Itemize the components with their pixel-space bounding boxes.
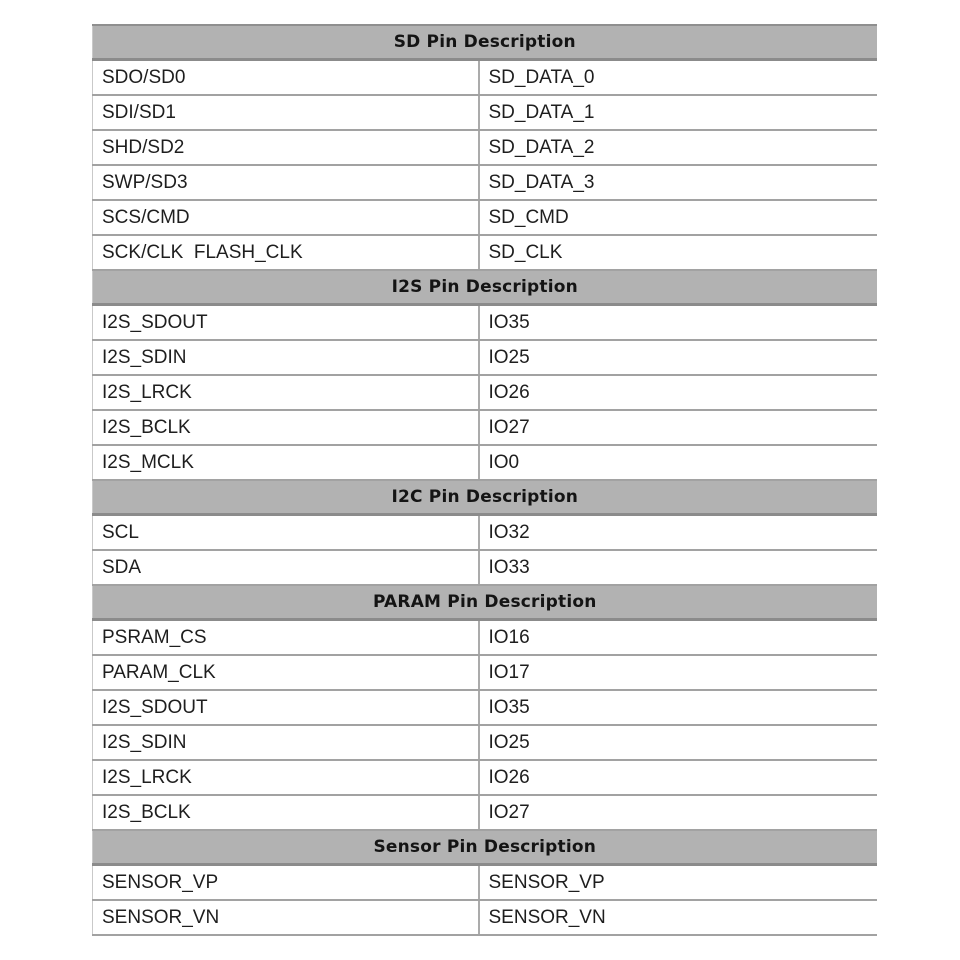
table-row: [93, 305, 877, 341]
pin-mapping-cell: SD_CMD: [479, 200, 877, 235]
pin-mapping-cell: IO16: [479, 620, 877, 656]
table-row: [93, 690, 877, 725]
pin-name-cell: SENSOR_VP: [93, 865, 479, 901]
section-header-row: [93, 830, 877, 865]
pin-mapping-cell: SENSOR_VP: [479, 865, 877, 901]
table-row: [93, 200, 877, 235]
pin-name-cell: PSRAM_CS: [93, 620, 479, 656]
table-row: [93, 60, 877, 96]
pin-mapping-cell: IO25: [479, 725, 877, 760]
section-header-row: [93, 25, 877, 60]
pin-name-cell: SCS/CMD: [93, 200, 479, 235]
table-row: [93, 865, 877, 901]
pin-name-cell: I2S_SDIN: [93, 725, 479, 760]
pin-name-cell: SCK/CLK FLASH_CLK: [93, 235, 479, 270]
pin-name-cell: I2S_LRCK: [93, 760, 479, 795]
pin-mapping-cell: IO27: [479, 410, 877, 445]
pin-name-cell: I2S_BCLK: [93, 410, 479, 445]
pin-description-table-container: [92, 24, 876, 936]
table-row: [93, 165, 877, 200]
table-row: [93, 725, 877, 760]
pin-name-cell: I2S_BCLK: [93, 795, 479, 830]
pin-mapping-cell: IO35: [479, 690, 877, 725]
table-row: [93, 375, 877, 410]
table-row: [93, 445, 877, 480]
pin-mapping-cell: IO32: [479, 515, 877, 551]
pin-mapping-cell: SD_CLK: [479, 235, 877, 270]
pin-mapping-cell: IO27: [479, 795, 877, 830]
pin-mapping-cell: SENSOR_VN: [479, 900, 877, 935]
section-title: SD Pin Description: [93, 25, 877, 60]
pin-mapping-cell: SD_DATA_2: [479, 130, 877, 165]
pin-mapping-cell: IO35: [479, 305, 877, 341]
pin-mapping-cell: SD_DATA_1: [479, 95, 877, 130]
pin-name-cell: SCL: [93, 515, 479, 551]
pin-name-cell: I2S_SDOUT: [93, 690, 479, 725]
pin-mapping-cell: IO17: [479, 655, 877, 690]
table-row: [93, 235, 877, 270]
table-row: [93, 900, 877, 935]
table-row: [93, 795, 877, 830]
pin-name-cell: I2S_MCLK: [93, 445, 479, 480]
pin-name-cell: SDA: [93, 550, 479, 585]
table-row: [93, 340, 877, 375]
section-header-row: [93, 480, 877, 515]
pin-name-cell: SHD/SD2: [93, 130, 479, 165]
pin-table-body: [93, 25, 877, 935]
table-row: [93, 655, 877, 690]
pin-mapping-cell: IO26: [479, 375, 877, 410]
table-row: [93, 130, 877, 165]
pin-name-cell: PARAM_CLK: [93, 655, 479, 690]
section-title: Sensor Pin Description: [93, 830, 877, 865]
pin-name-cell: SDO/SD0: [93, 60, 479, 96]
pin-name-cell: SDI/SD1: [93, 95, 479, 130]
pin-name-cell: SWP/SD3: [93, 165, 479, 200]
pin-mapping-cell: IO26: [479, 760, 877, 795]
pin-name-cell: SENSOR_VN: [93, 900, 479, 935]
section-header-row: [93, 585, 877, 620]
pin-name-cell: I2S_SDIN: [93, 340, 479, 375]
table-row: [93, 760, 877, 795]
table-row: [93, 515, 877, 551]
section-title: PARAM Pin Description: [93, 585, 877, 620]
pin-description-table: [92, 24, 877, 936]
pin-mapping-cell: IO0: [479, 445, 877, 480]
table-row: [93, 620, 877, 656]
pin-mapping-cell: IO25: [479, 340, 877, 375]
section-header-row: [93, 270, 877, 305]
pin-mapping-cell: IO33: [479, 550, 877, 585]
section-title: I2C Pin Description: [93, 480, 877, 515]
pin-name-cell: I2S_SDOUT: [93, 305, 479, 341]
table-row: [93, 95, 877, 130]
pin-mapping-cell: SD_DATA_3: [479, 165, 877, 200]
table-row: [93, 410, 877, 445]
pin-name-cell: I2S_LRCK: [93, 375, 479, 410]
section-title: I2S Pin Description: [93, 270, 877, 305]
table-row: [93, 550, 877, 585]
pin-mapping-cell: SD_DATA_0: [479, 60, 877, 96]
